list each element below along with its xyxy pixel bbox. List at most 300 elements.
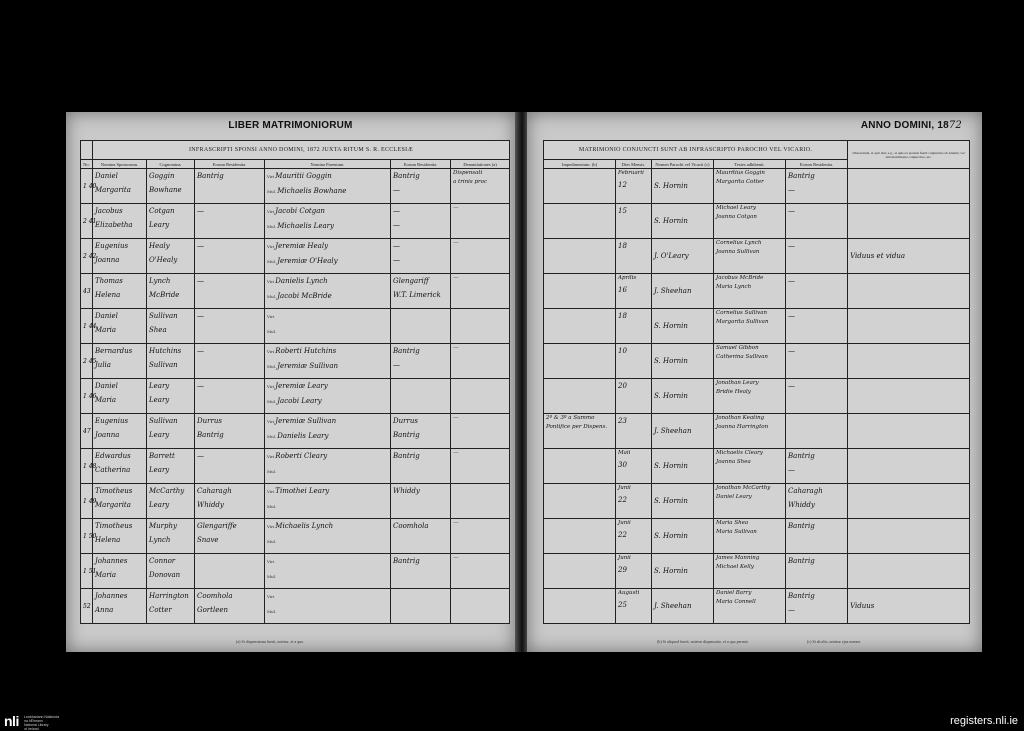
entry-number: 1 44	[81, 309, 93, 344]
left-register-row	[81, 309, 510, 344]
spouse-surname: Goggin	[149, 172, 175, 180]
left-register-row	[81, 169, 510, 204]
priest-name: J. O'Leary	[654, 252, 689, 260]
witness-residence: Bantrig	[788, 172, 815, 180]
entry-number: 47	[81, 414, 93, 449]
marriage-day: 15	[618, 207, 627, 215]
spouse-surname-cell	[147, 554, 195, 589]
parent-prefix-label: Mul.	[267, 364, 277, 369]
parent-prefix-label: Mul.	[267, 294, 277, 299]
parent-line	[267, 219, 388, 234]
parent-line	[267, 204, 388, 219]
date-cell	[616, 554, 652, 589]
marriage-day: 22	[618, 531, 627, 539]
witnesses-cell	[714, 274, 786, 309]
parents-residence-cell	[391, 169, 451, 204]
parents-cell	[265, 554, 391, 589]
parent-line	[267, 484, 388, 499]
right-header-banner: MATRIMONIO CONJUNCTI SUNT AB INFRASCRIPTO PAROCHO VEL VICARIO.	[544, 141, 848, 160]
parents-cell	[265, 589, 391, 624]
marriage-day: 23	[618, 417, 627, 425]
witness-residence-cell	[786, 554, 848, 589]
spouse-residence-cell	[195, 589, 265, 624]
spouse-name: Jacobus	[95, 207, 123, 215]
spouse-surname-cell	[147, 484, 195, 519]
spouse-residence-cell	[195, 204, 265, 239]
spouse-residence-cell	[195, 554, 265, 589]
denuntiationes: a trinis proc	[453, 179, 488, 185]
impediment-cell	[544, 169, 616, 204]
parent-prefix-label: Viri	[267, 244, 275, 249]
parents-cell	[265, 379, 391, 414]
parents-residence: —	[393, 361, 400, 369]
parents-residence-cell	[391, 589, 451, 624]
parents-residence-cell	[391, 274, 451, 309]
right-col-header: Dies Mensis.	[616, 160, 652, 169]
parent-name: Jacobi McBride	[277, 292, 332, 300]
spouse-name: Bernardus	[95, 347, 133, 355]
nli-logo[interactable]: nli	[4, 713, 19, 729]
spouse-name-cell	[93, 309, 147, 344]
date-cell	[616, 589, 652, 624]
parent-prefix-label: Viri	[267, 279, 275, 284]
witness-name: Cornelius Lynch	[716, 240, 762, 246]
parents-residence-cell	[391, 239, 451, 274]
spouse-name: Catherina	[95, 466, 131, 474]
witness-residence: —	[788, 466, 795, 474]
parent-prefix-label: Viri	[267, 489, 275, 494]
right-register-row	[544, 554, 970, 589]
observanda-cell	[848, 519, 970, 554]
witness-residence-cell	[786, 204, 848, 239]
parents-residence-cell	[391, 484, 451, 519]
parent-prefix-label: Viri	[267, 419, 275, 424]
spouse-residence: Gortleen	[197, 606, 228, 614]
parents-cell	[265, 204, 391, 239]
parents-cell	[265, 414, 391, 449]
witness-name: Maria Shea	[716, 520, 749, 526]
right-register-row	[544, 484, 970, 519]
left-col-header: Nomina Sponsorum.	[93, 160, 147, 169]
spouse-residence: Durrus	[197, 417, 222, 425]
witness-name: Joanna Shea	[716, 459, 751, 465]
spouse-name: Eugenius	[95, 242, 129, 250]
spouse-name: Margarita	[95, 501, 131, 509]
parents-cell	[265, 274, 391, 309]
parent-line	[267, 589, 388, 604]
left-col-header: Eorum Residentia.	[391, 160, 451, 169]
spouse-residence-cell	[195, 484, 265, 519]
priest-name: S. Hornin	[654, 182, 688, 190]
impediment-cell	[544, 309, 616, 344]
parent-prefix-label: Viri	[267, 209, 275, 214]
entry-number: 1 50	[81, 519, 93, 554]
spouse-surname-cell	[147, 169, 195, 204]
nli-logo-subtitle: Leabharlann Náisiúnta na hÉireann National Library of Ireland	[24, 715, 60, 731]
parent-line	[267, 274, 388, 289]
spouse-residence: —	[197, 207, 204, 215]
parent-prefix-label: Mul.	[267, 224, 277, 229]
parent-prefix-label: Viri	[267, 454, 275, 459]
witness-residence: Bantrig	[788, 557, 815, 565]
denuntiationes-cell	[451, 519, 510, 554]
observanda-cell	[848, 169, 970, 204]
denuntiationes: —	[453, 345, 459, 351]
spouse-residence: —	[197, 347, 204, 355]
parent-line	[267, 604, 388, 619]
witness-residence-cell	[786, 344, 848, 379]
parent-prefix-label: Viri	[267, 314, 275, 319]
spouse-name-cell	[93, 554, 147, 589]
left-register-row	[81, 554, 510, 589]
observanda-cell	[848, 554, 970, 589]
impediment-cell	[544, 449, 616, 484]
parent-line	[267, 239, 388, 254]
spouse-surname: Murphy	[149, 522, 177, 530]
witness-residence-cell	[786, 274, 848, 309]
denuntiationes: —	[453, 450, 459, 456]
witness-name: James Manning	[716, 555, 760, 561]
marriage-month: Junii	[618, 520, 631, 526]
right-footnote-c: (c) Si ab alio, notetur ejus nomen.	[807, 639, 862, 644]
witness-name: Maria Lynch	[716, 284, 752, 290]
spouse-surname: Barrett	[149, 452, 175, 460]
right-register-row	[544, 379, 970, 414]
witnesses-cell	[714, 484, 786, 519]
spouse-residence: Bantrig	[197, 172, 224, 180]
parents-cell	[265, 449, 391, 484]
spouse-residence: Caharagh	[197, 487, 232, 495]
marriage-day: 20	[618, 382, 627, 390]
parents-residence: —	[393, 256, 400, 264]
left-register-row	[81, 344, 510, 379]
date-cell	[616, 309, 652, 344]
witnesses-cell	[714, 554, 786, 589]
parent-line	[267, 569, 388, 584]
denuntiationes-cell	[451, 344, 510, 379]
right-footnote-b: (b) Si aliquod fuerit, notetur dispensatio, et a quo peraste.	[657, 639, 749, 644]
spouse-residence-cell	[195, 519, 265, 554]
impediment-cell	[544, 239, 616, 274]
priest-name: S. Hornin	[654, 357, 688, 365]
entry-number: 2 42	[81, 239, 93, 274]
witness-residence: Bantrig	[788, 592, 815, 600]
priest-cell	[652, 344, 714, 379]
left-register-row	[81, 449, 510, 484]
priest-name: J. Sheehan	[654, 287, 692, 295]
parent-line	[267, 499, 388, 514]
spouse-name-cell	[93, 484, 147, 519]
impediment-cell	[544, 589, 616, 624]
spouse-name: Daniel	[95, 382, 118, 390]
parent-prefix-label: Viri	[267, 349, 275, 354]
spouse-surname: Leary	[149, 466, 170, 474]
parents-residence: Bantrig	[393, 557, 420, 565]
parent-prefix-label: Mul.	[267, 574, 277, 579]
observanda-note: Viduus et vidua	[850, 252, 906, 260]
marriage-day: 18	[618, 312, 627, 320]
priest-cell	[652, 589, 714, 624]
observanda-note: Viduus	[850, 602, 875, 610]
denuntiationes: —	[453, 415, 459, 421]
witness-residence: Caharagh	[788, 487, 823, 495]
parent-prefix-label: Viri	[267, 594, 275, 599]
parent-prefix-label: Mul.	[267, 399, 277, 404]
parent-prefix-label: Mul.	[267, 609, 277, 614]
right-col-header: Impedimentum. (b)	[544, 160, 616, 169]
parents-cell	[265, 519, 391, 554]
spouse-residence: Coomhola	[197, 592, 233, 600]
denuntiationes: Dispensati	[453, 170, 483, 176]
spouse-name: Julia	[95, 361, 111, 369]
denuntiationes-cell	[451, 309, 510, 344]
spouse-surname: McBride	[149, 291, 180, 299]
spouse-name: Margarita	[95, 186, 131, 194]
spouse-residence: —	[197, 312, 204, 320]
spouse-name: Daniel	[95, 312, 118, 320]
spouse-residence-cell	[195, 379, 265, 414]
spouse-name-cell	[93, 169, 147, 204]
spouse-name: Maria	[95, 326, 117, 334]
right-col-header: Eorum Residentia.	[786, 160, 848, 169]
left-page-title: LIBER MATRIMONIORUM	[228, 120, 353, 131]
parent-line	[267, 449, 388, 464]
right-register-row	[544, 414, 970, 449]
parent-line	[267, 519, 388, 534]
spouse-surname: Bowhane	[149, 186, 182, 194]
spouse-surname-cell	[147, 309, 195, 344]
witnesses-cell	[714, 309, 786, 344]
parent-line	[267, 324, 388, 339]
parent-line	[267, 464, 388, 479]
denuntiationes-cell	[451, 204, 510, 239]
witness-residence: —	[788, 277, 795, 285]
parent-name: Roberti Hutchins	[275, 347, 337, 355]
spouse-residence-cell	[195, 169, 265, 204]
observanda-cell	[848, 484, 970, 519]
witness-residence-cell	[786, 379, 848, 414]
parent-prefix-label: Mul.	[267, 539, 277, 544]
witness-name: Jonathan Leary	[716, 380, 759, 386]
parent-line	[267, 414, 388, 429]
date-cell	[616, 484, 652, 519]
left-col-header: No.	[81, 160, 93, 169]
parent-prefix-label: Mul.	[267, 434, 277, 439]
spouse-residence: Glengariffe	[197, 522, 237, 530]
witness-name: Joanna Sullivan	[716, 249, 760, 255]
parent-line	[267, 169, 388, 184]
parents-residence: Bantrig	[393, 452, 420, 460]
witness-residence-cell	[786, 414, 848, 449]
spouse-surname-cell	[147, 344, 195, 379]
left-register-row	[81, 589, 510, 624]
parents-cell	[265, 484, 391, 519]
parents-residence-cell	[391, 519, 451, 554]
parents-cell	[265, 309, 391, 344]
witnesses-cell	[714, 519, 786, 554]
denuntiationes-cell	[451, 484, 510, 519]
marriage-day: 29	[618, 566, 627, 574]
parents-residence-cell	[391, 379, 451, 414]
parents-residence: —	[393, 242, 400, 250]
right-title-year: 72	[948, 120, 962, 131]
impediment-cell	[544, 414, 616, 449]
denuntiationes: —	[453, 520, 459, 526]
parent-prefix-label: Viri	[267, 559, 275, 564]
spouse-name-cell	[93, 449, 147, 484]
parent-name: Michaelis Leary	[277, 222, 334, 230]
spouse-name: Eugenius	[95, 417, 129, 425]
spouse-surname: Healy	[149, 242, 170, 250]
parents-residence-cell	[391, 309, 451, 344]
left-register-row	[81, 484, 510, 519]
spouse-residence: —	[197, 242, 204, 250]
spouse-residence: Bantrig	[197, 431, 224, 439]
parent-name: Danielis Leary	[277, 432, 329, 440]
marriage-day: 25	[618, 601, 627, 609]
parents-residence-cell	[391, 449, 451, 484]
denuntiationes-cell	[451, 414, 510, 449]
parent-line	[267, 534, 388, 549]
priest-name: S. Hornin	[654, 392, 688, 400]
observanda-cell	[848, 589, 970, 624]
witness-residence-cell	[786, 309, 848, 344]
marriage-month: Junii	[618, 485, 631, 491]
witness-residence: Bantrig	[788, 452, 815, 460]
witness-name: Catherina Sullivan	[716, 354, 768, 360]
witness-residence-cell	[786, 589, 848, 624]
left-column-headers	[81, 160, 510, 169]
entry-number: 1 48	[81, 449, 93, 484]
denuntiationes-cell	[451, 169, 510, 204]
parents-residence: —	[393, 221, 400, 229]
spouse-surname: Hutchins	[149, 347, 182, 355]
spouse-surname: Leary	[149, 396, 170, 404]
spouse-surname: Connor	[149, 557, 176, 565]
observanda-cell	[848, 449, 970, 484]
witness-name: Joanna Cotgan	[716, 214, 757, 220]
witness-name: Bridie Healy	[716, 389, 751, 395]
spouse-residence-cell	[195, 414, 265, 449]
parents-residence: Glengariff	[393, 277, 429, 285]
site-url-link[interactable]: registers.nli.ie	[950, 715, 1018, 727]
left-col-header: Denuntiationes (a)	[451, 160, 510, 169]
parent-name: Michaelis Bowhane	[277, 187, 347, 195]
observanda-cell	[848, 344, 970, 379]
witness-residence: —	[788, 347, 795, 355]
spouse-residence-cell	[195, 309, 265, 344]
parent-name: Timothei Leary	[275, 487, 330, 495]
marriage-month: Aprilis	[618, 275, 637, 281]
entry-number: 52	[81, 589, 93, 624]
spouse-surname: Leary	[149, 501, 170, 509]
right-page-title	[861, 120, 962, 131]
priest-cell	[652, 379, 714, 414]
footer-bar	[0, 712, 1024, 731]
witness-name: Michael Kelly	[716, 564, 754, 570]
parent-line	[267, 344, 388, 359]
witness-residence-cell	[786, 239, 848, 274]
witness-name: Daniel Leary	[716, 494, 752, 500]
entry-number: 2 45	[81, 344, 93, 379]
spouse-surname-cell	[147, 589, 195, 624]
marriage-day: 18	[618, 242, 627, 250]
parents-residence-cell	[391, 344, 451, 379]
parents-residence-cell	[391, 414, 451, 449]
date-cell	[616, 344, 652, 379]
left-col-header: Nomina Parentum.	[265, 160, 391, 169]
priest-name: J. Sheehan	[654, 427, 692, 435]
observanda-cell	[848, 309, 970, 344]
entry-number: 43	[81, 274, 93, 309]
spouse-residence: —	[197, 452, 204, 460]
observanda-cell	[848, 239, 970, 274]
witnesses-cell	[714, 169, 786, 204]
spouse-name: Daniel	[95, 172, 118, 180]
denuntiationes: —	[453, 205, 459, 211]
spouse-surname-cell	[147, 379, 195, 414]
parents-residence: Durrus	[393, 417, 418, 425]
spouse-surname: Sullivan	[149, 361, 178, 369]
spouse-name: Johannes	[95, 557, 128, 565]
spouse-name-cell	[93, 379, 147, 414]
spouse-name-cell	[93, 204, 147, 239]
parent-name: Jeremiæ Sullivan	[275, 417, 337, 425]
impediment-cell	[544, 379, 616, 414]
book-spine	[515, 112, 527, 652]
marriage-register-table-left	[80, 140, 510, 624]
witness-residence: Bantrig	[788, 522, 815, 530]
right-register-row	[544, 239, 970, 274]
parents-residence: Bantrig	[393, 431, 420, 439]
spouse-surname: Lynch	[149, 536, 171, 544]
right-register-row	[544, 449, 970, 484]
date-cell	[616, 519, 652, 554]
spouse-surname-cell	[147, 414, 195, 449]
observanda-cell	[848, 204, 970, 239]
left-footnote: (a) Si dispensatum fuerit, notetur, et a quo.	[236, 639, 305, 644]
parents-residence: Bantrig	[393, 347, 420, 355]
parent-name: Michaelis Lynch	[275, 522, 334, 530]
parent-prefix-label: Viri	[267, 384, 275, 389]
right-title-prefix: ANNO DOMINI, 18	[860, 120, 949, 131]
denuntiationes-cell	[451, 449, 510, 484]
right-col-header: Nomen Parochi vel Vicarii (c)	[652, 160, 714, 169]
spouse-residence: —	[197, 277, 204, 285]
witnesses-cell	[714, 344, 786, 379]
parents-residence: Whiddy	[393, 487, 420, 495]
spouse-name: Maria	[95, 571, 117, 579]
spouse-name-cell	[93, 274, 147, 309]
witness-name: Samuel Gibbon	[716, 345, 759, 351]
spouse-residence-cell	[195, 239, 265, 274]
spouse-name: Edwardus	[95, 452, 131, 460]
observanda-cell	[848, 414, 970, 449]
marriage-month: Maii	[618, 450, 631, 456]
spouse-residence: Whiddy	[197, 501, 224, 509]
right-col-header: Testes adhibenti.	[714, 160, 786, 169]
priest-cell	[652, 519, 714, 554]
priest-cell	[652, 274, 714, 309]
spouse-surname: Leary	[149, 431, 170, 439]
left-col-header: Eorum Residentia.	[195, 160, 265, 169]
observanda-cell	[848, 379, 970, 414]
spouse-name-cell	[93, 519, 147, 554]
priest-name: S. Hornin	[654, 462, 688, 470]
witnesses-cell	[714, 204, 786, 239]
denuntiationes: —	[453, 240, 459, 246]
date-cell	[616, 169, 652, 204]
